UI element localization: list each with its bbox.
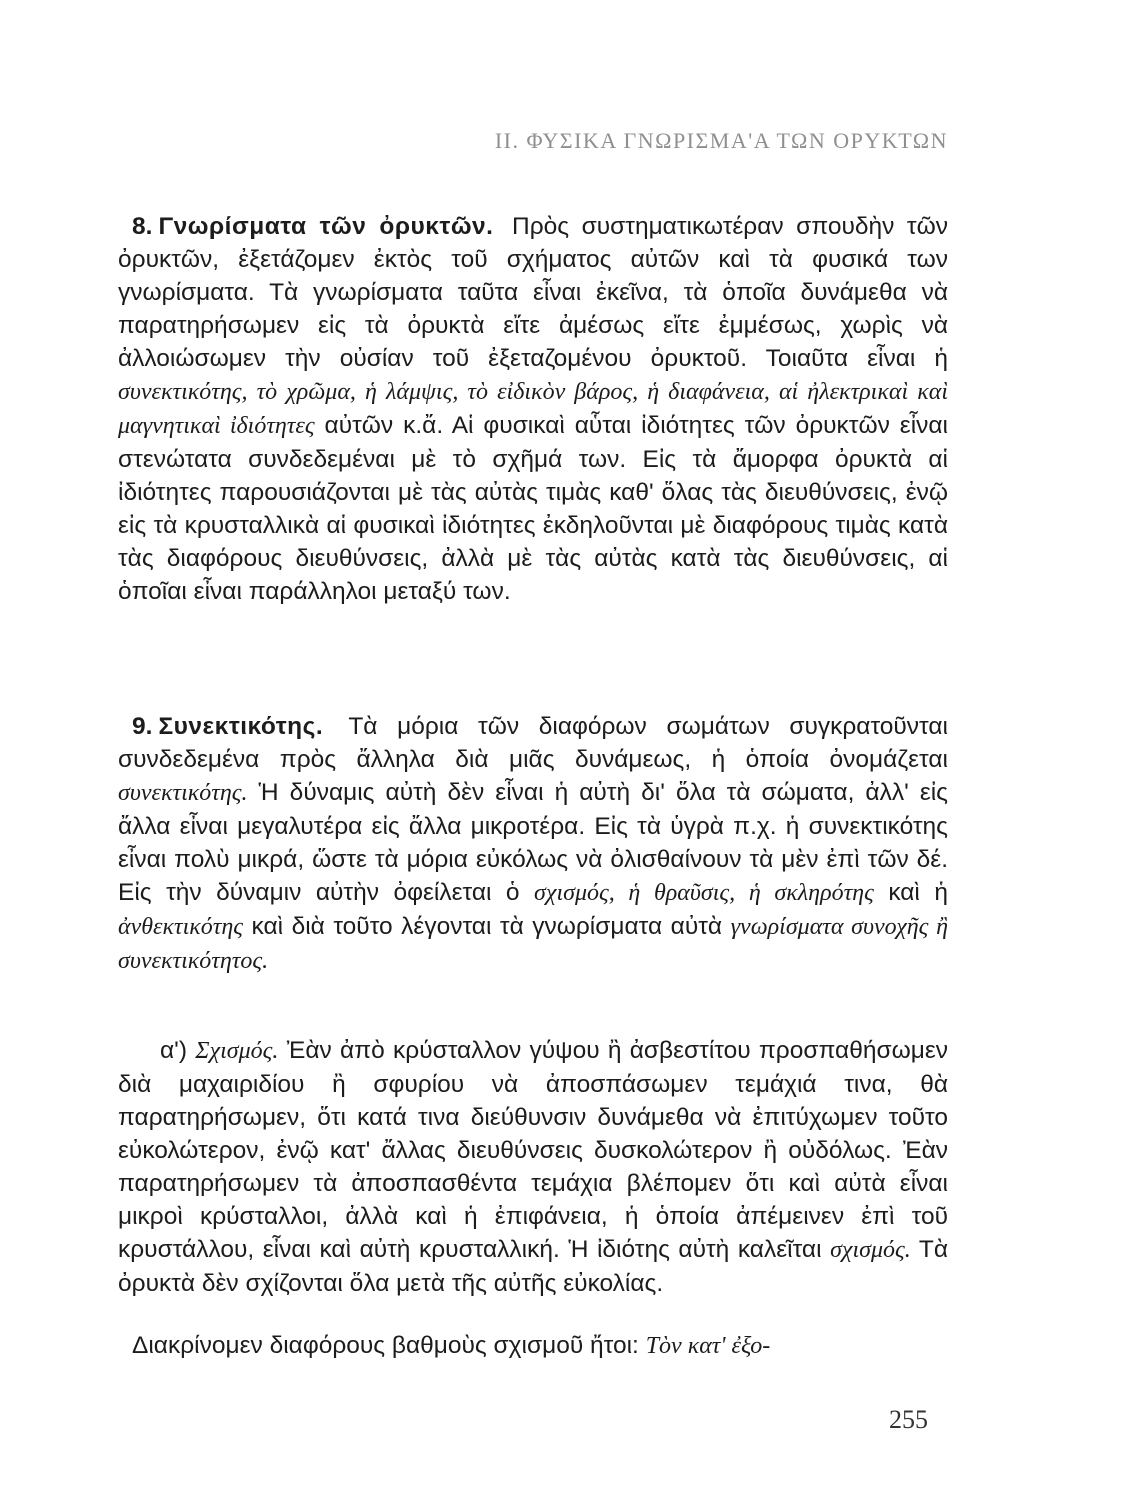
subsection-a-italic-term: σχισμός. bbox=[830, 1237, 911, 1263]
page-number: 255 bbox=[889, 1405, 928, 1434]
section-9-italic-cohesion: γνωρίσματα συνοχῆς ἢ συνεκτικότητος. bbox=[118, 914, 949, 974]
section-8-heading: Γνωρίσματα τῶν ὀρυκτῶν. bbox=[158, 213, 494, 240]
section-9-italic-properties: σχισμός, ἡ θραῦσις, ἡ σκληρότης bbox=[534, 880, 874, 906]
subsection-a-paragraph bbox=[118, 1034, 948, 1300]
subsection-a-text-a: Ἐὰν ἀπὸ κρύσταλλον γύψου ἢ ἀσβεστίτου προσπαθήσωμεν διὰ μαχαιριδίου ἢ σφυρίου νὰ ἀποσπάσωμεν τεμάχιά τινα, θὰ παρατηρήσωμεν, ὅτι κατά τινα διεύθυνσιν δυνάμεθα νὰ ἐπιτύχωμεν τοῦτο εὐκολώτερον, ἐνῷ κατ' ἄλλας διευθύνσεις δυσκολώτερον ἢ οὐδόλως. Ἐὰν παρατηρήσωμεν τὰ ἀποσπασθέντα τεμάχια βλέπομεν ὅτι καὶ αὐτὰ εἶναι μικροὶ κρύσταλλοι, ἀλλὰ καὶ ἡ ἐπιφάνεια, ἡ ὁποία ἀπέμεινεν ἐπὶ τοῦ κρυστάλλου, εἶναι καὶ αὐτὴ κρυσταλλική. Ἡ ἰδιότης αὐτὴ καλεῖται bbox=[118, 1037, 948, 1263]
subsection-a-title: Σχισμός. bbox=[195, 1038, 279, 1064]
section-9-heading: Συνεκτικότης. bbox=[158, 713, 324, 740]
section-9-text-c: καὶ ἡ bbox=[888, 879, 948, 906]
section-9-italic-durability: ἀνθεκτικότης bbox=[118, 914, 244, 940]
section-8-text-a: Πρὸς συστηματικωτέραν σπουδὴν τῶν ὀρυκτῶν, ἐξετάζομεν ἐκτὸς τοῦ σχήματος αὐτῶν καὶ τὰ φυσικά των γνωρίσματα. Τὰ γνωρίσματα ταῦτα εἶναι ἐκεῖνα, τὰ ὁποῖα δυνάμεθα νὰ παρατηρήσωμεν εἰς τὰ ὀρυκτὰ εἴτε ἀμέσως εἴτε ἐμμέσως, χωρὶς νὰ ἀλλοιώσωμεν τὴν οὐσίαν τοῦ ἐξεταζομένου ὀρυκτοῦ. Τοιαῦτα εἶναι ἡ bbox=[118, 213, 948, 372]
section-8-paragraph bbox=[118, 210, 948, 608]
subsection-a-text-b: Τὰ ὀρυκτὰ δὲν σχίζονται ὅλα μετὰ τῆς αὐτῆς εὐκολίας. bbox=[118, 1236, 948, 1297]
section-9-paragraph bbox=[118, 710, 948, 978]
running-header: II. ΦΥΣΙΚΑ ΓΝΩΡΙΣΜΑ'Α ΤΩΝ ΟΡΥΚΤΩΝ bbox=[494, 128, 948, 153]
section-9-text-b: Ἡ δύναμις αὐτὴ δὲν εἶναι ἡ αὐτὴ δι' ὅλα τὰ σώματα, ἀλλ' εἰς ἄλλα εἶναι μεγαλυτέρα εἰς ἄλλα μικροτέρα. Εἰς τὰ ὑγρὰ π.χ. ἡ συνεκτικότης εἶναι πολὺ μικρά, ὥστε τὰ μόρια εὐκόλως νὰ ὀλισθαίνουν τὰ μὲν ἐπὶ τῶν δέ. Εἰς τὴν δύναμιν αὐτὴν ὀφείλεται ὁ bbox=[118, 779, 948, 906]
section-9-number: 9. bbox=[132, 713, 153, 740]
section-8-text-b: αὐτῶν κ.ἄ. Αἱ φυσικαὶ αὗται ἰδιότητες τῶν ὀρυκτῶν εἶναι στενώτατα συνδεδεμέναι μὲ τὸ σχῆμά των. Εἰς τὰ ἄμορφα ὀρυκτὰ αἱ ἰδιότητες παρουσιάζονται μὲ τὰς αὐτὰς τιμὰς καθ' ὅλας τὰς διευθύνσεις, ἐνῷ εἰς τὰ κρυσταλλικὰ αἱ φυσικαὶ ἰδιότητες ἐκδηλοῦνται μὲ διαφόρους τιμὰς κατὰ τὰς διαφόρους διευθύνσεις, ἀλλὰ μὲ τὰς αὐτὰς κατὰ τὰς διευθύνσεις, αἱ ὁποῖαι εἶναι παράλληλοι μεταξύ των. bbox=[118, 412, 949, 605]
section-9-text-a: Τὰ μόρια τῶν διαφόρων σωμάτων συγκρατοῦνται συνδεδεμένα πρὸς ἄλληλα διὰ μιᾶς δυνάμεως, ἡ ὁποία ὀνομάζεται bbox=[118, 713, 948, 773]
section-9-italic-term: συνεκτικότης. bbox=[118, 780, 248, 806]
closing-paragraph bbox=[118, 1329, 948, 1363]
closing-italic: Τὸν κατ' ἐξο- bbox=[645, 1333, 771, 1359]
section-8-number: 8. bbox=[132, 213, 153, 240]
section-9-text-d: καὶ διὰ τοῦτο λέγονται τὰ γνωρίσματα αὐτὰ bbox=[251, 913, 723, 940]
closing-text: Διακρίνομεν διαφόρους βαθμοὺς σχισμοῦ ἤτοι: bbox=[132, 1332, 639, 1359]
subsection-a-label: α') bbox=[160, 1037, 188, 1064]
section-8-italic-properties: συνεκτικότης, τὸ χρῶμα, ἡ λάμψις, τὸ εἰδικὸν βάρος, ἡ διαφάνεια, αἱ ἠλεκτρικαὶ καὶ μαγνητικαὶ ἰδιότητες bbox=[118, 379, 948, 439]
